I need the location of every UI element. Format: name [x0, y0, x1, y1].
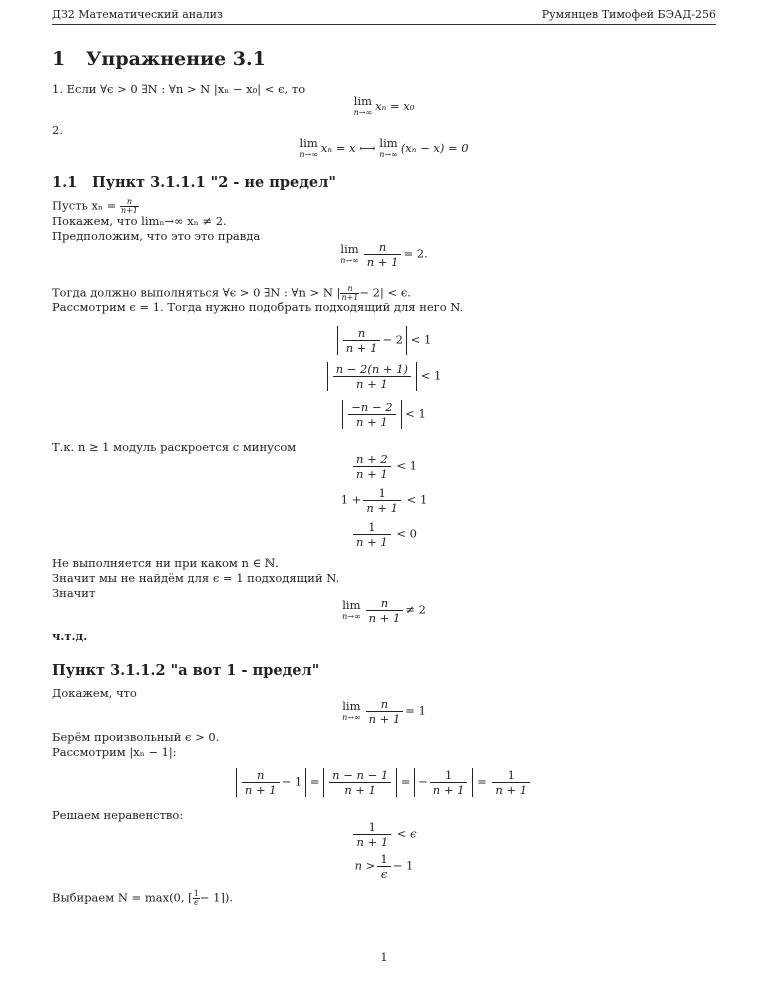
numerator: n — [242, 768, 280, 783]
rhs: < ϵ — [396, 826, 417, 841]
minus-one: − 1 — [392, 858, 414, 873]
item2-label: 2. — [52, 123, 63, 137]
numerator: n — [366, 697, 404, 712]
fraction — [377, 852, 390, 881]
solve-line: Решаем неравенство: — [52, 808, 184, 822]
inequality-3 — [0, 400, 768, 429]
solve-ineq-1 — [0, 820, 768, 849]
denominator: ϵ — [380, 867, 388, 881]
rhs: < 1 — [410, 332, 432, 347]
formula-right: (xₙ − x) = 0 — [400, 141, 469, 155]
denominator: n + 1 — [356, 415, 388, 429]
prove-line: Докажем, что — [52, 686, 137, 700]
fraction — [366, 697, 404, 726]
minus: − — [418, 774, 428, 789]
numerator: n − n − 1 — [329, 768, 391, 783]
since-line: Т.к. n ≥ 1 модуль раскроется с минусом — [52, 440, 297, 454]
page-number: 1 — [380, 951, 388, 964]
fraction — [329, 768, 391, 797]
denominator: n + 1 — [366, 255, 399, 269]
minus-one: − 1 — [281, 774, 303, 789]
formula-rest: ≠ 2 — [405, 602, 426, 617]
section-title: Упражнение 3.1 — [86, 48, 266, 70]
fraction — [353, 520, 391, 549]
equality-chain — [0, 768, 768, 797]
numerator: n — [343, 326, 381, 341]
denominator: n + 1 — [244, 783, 277, 797]
inequality-6 — [0, 520, 768, 549]
not-hold-line: Не выполняется ни при каком n ∈ ℕ. — [52, 556, 279, 570]
lim-operator — [342, 597, 361, 622]
n-greater: n > — [354, 858, 376, 873]
qed: ч.т.д. — [52, 629, 88, 643]
numerator: 1 — [353, 820, 391, 835]
fraction — [363, 486, 401, 515]
denominator: n + 1 — [356, 535, 388, 549]
fraction — [343, 326, 381, 355]
denominator: n + 1 — [345, 341, 378, 355]
numerator: −n − 2 — [348, 400, 395, 415]
denominator: n + 1 — [495, 783, 528, 797]
subsection2-heading: Пункт 3.1.1.2 "а вот 1 - предел" — [52, 662, 320, 679]
rhs: < 1 — [396, 458, 417, 473]
lim-subscript: n→∞ — [379, 150, 398, 159]
denominator: n + 1 — [366, 501, 398, 515]
header-left: ДЗ2 Математический анализ — [52, 8, 223, 21]
equals: = — [309, 774, 320, 789]
one-plus: 1 + — [340, 492, 362, 507]
consider2-line: Рассмотрим |xₙ − 1|: — [52, 745, 177, 759]
lim-subscript: n→∞ — [342, 712, 361, 722]
consider-line: Рассмотрим ϵ = 1. Тогда нужно подобрать подходящий для него N. — [52, 300, 464, 314]
formula-rest: = 2. — [403, 246, 428, 261]
numerator: n + 2 — [353, 452, 391, 467]
rhs: < 1 — [406, 492, 428, 507]
suppose-formula — [0, 240, 768, 269]
subsection-heading — [52, 174, 336, 191]
lim-subscript: n→∞ — [342, 611, 361, 621]
numerator: n — [340, 285, 359, 294]
formula-left: xₙ = x ⟷ — [320, 141, 376, 155]
lim-subscript: n→∞ — [299, 150, 318, 159]
denominator: n + 1 — [368, 611, 401, 625]
formula-rest: xₙ = x₀ — [375, 99, 415, 113]
subsection-title: Пункт 3.1.1.1 "2 - не предел" — [92, 174, 336, 191]
header-right: Румянцев Тимофей БЭАД-256 — [541, 8, 716, 21]
numerator: 1 — [363, 486, 401, 501]
then-suffix: − 2| < ϵ. — [359, 285, 411, 300]
lim-subscript: n→∞ — [340, 255, 359, 265]
numerator: 1 — [430, 768, 468, 783]
take-line: Берём произвольный ϵ > 0. — [52, 730, 220, 744]
fraction — [492, 768, 530, 797]
denominator: n + 1 — [356, 467, 388, 481]
inequality-5 — [0, 486, 768, 515]
denominator: n + 1 — [344, 783, 376, 797]
inequality-4 — [0, 452, 768, 481]
denominator: ϵ — [193, 898, 199, 907]
numerator: n — [120, 198, 139, 207]
abs-value — [342, 400, 401, 429]
header-rule — [52, 24, 716, 25]
solve-ineq-2 — [0, 852, 768, 881]
inequality-1 — [0, 326, 768, 355]
fraction — [353, 452, 391, 481]
denominator: n+1 — [341, 293, 359, 302]
denominator: n + 1 — [368, 712, 401, 726]
lim-text: lim — [342, 597, 361, 612]
lim-operator — [342, 698, 361, 723]
show-line: Покажем, что limₙ→∞ xₙ ≠ 2. — [52, 214, 227, 228]
lim-operator — [299, 138, 318, 160]
means-line: Значит мы не найдём для ϵ = 1 подходящий N. — [52, 571, 340, 585]
inequality-2 — [0, 362, 768, 391]
lim-text: lim — [299, 136, 318, 150]
lim-operator — [340, 241, 359, 266]
result-formula — [0, 596, 768, 625]
denominator: n + 1 — [356, 835, 389, 849]
rhs: < 0 — [396, 526, 417, 541]
fraction — [348, 400, 395, 429]
let-prefix: Пусть xₙ = — [52, 198, 117, 213]
rhs: < 1 — [405, 406, 426, 421]
fraction — [120, 198, 139, 215]
choose-suffix: − 1⌉). — [199, 890, 234, 905]
abs-value — [414, 768, 473, 797]
numerator: n − 2(n + 1) — [333, 362, 411, 377]
lim-text: lim — [340, 241, 359, 256]
denominator: n + 1 — [432, 783, 465, 797]
equals: = — [400, 774, 411, 789]
section-number: 1 — [52, 48, 66, 70]
numerator: n — [366, 596, 404, 611]
lim-operator — [379, 138, 398, 160]
lim-text: lim — [353, 94, 373, 108]
choose-prefix: Выбираем N = max(0, ⌈ — [52, 890, 193, 905]
abs-value — [327, 362, 417, 391]
fraction — [353, 820, 391, 849]
equals: = — [477, 774, 487, 789]
item2-formula — [0, 138, 768, 160]
item1-text: 1. Если ∀ϵ > 0 ∃N : ∀n > N |xₙ − x₀| < ϵ, то — [52, 82, 306, 96]
numerator: n — [364, 240, 402, 255]
numerator: 1 — [492, 768, 530, 783]
subsection-number: 1.1 — [52, 174, 78, 191]
fraction — [242, 768, 280, 797]
lim-operator — [354, 96, 373, 118]
numerator: 1 — [377, 852, 390, 867]
fraction — [193, 890, 200, 907]
prove-formula — [0, 697, 768, 726]
item1-formula — [0, 96, 768, 118]
fraction — [430, 768, 468, 797]
lim-text: lim — [342, 698, 361, 713]
numerator: 1 — [353, 520, 391, 535]
abs-value — [323, 768, 397, 797]
numerator: 1 — [193, 889, 199, 898]
lim-subscript: n→∞ — [353, 108, 373, 117]
denominator: n+1 — [120, 206, 138, 215]
abs-value — [337, 326, 407, 355]
then-prefix: Тогда должно выполняться ∀ϵ > 0 ∃N : ∀n > N | — [52, 285, 341, 300]
denominator: n + 1 — [356, 377, 388, 391]
formula-rest: = 1 — [405, 703, 426, 718]
choose-line — [52, 890, 233, 907]
suppose-line: Предположим, что это это правда — [52, 229, 261, 243]
abs-value — [236, 768, 306, 797]
fraction — [333, 362, 411, 391]
fraction — [366, 596, 404, 625]
fraction — [364, 240, 402, 269]
let-line — [52, 198, 139, 215]
rhs: < 1 — [420, 368, 442, 383]
section-heading — [52, 48, 266, 70]
minus-two: − 2 — [382, 332, 403, 347]
means2-line: Значит — [52, 586, 96, 600]
lim-text: lim — [379, 136, 398, 150]
